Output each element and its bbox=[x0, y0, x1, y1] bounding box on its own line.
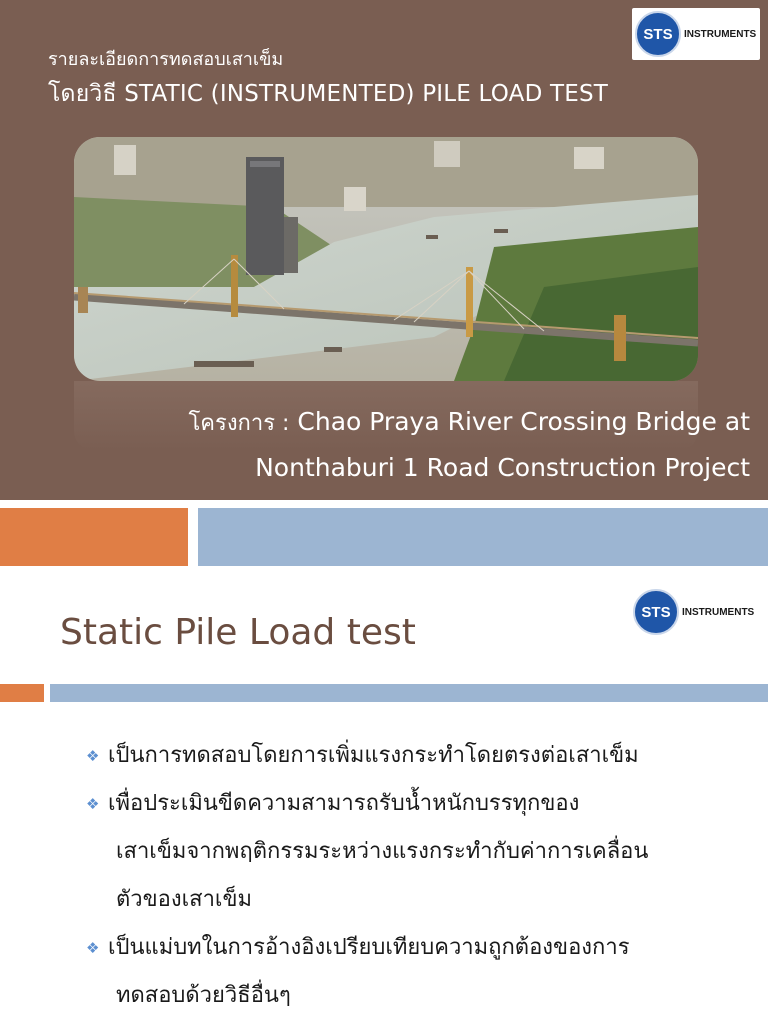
bullet-item bbox=[86, 924, 746, 1020]
bridge-photo bbox=[74, 137, 698, 381]
sts-logo-text: INSTRUMENTS bbox=[682, 606, 755, 618]
bullet-text-continued: ทดสอบด้วยวิธีอื่นๆ bbox=[116, 983, 291, 1008]
bullet-item bbox=[86, 780, 746, 924]
slide-1-project-line-1 bbox=[50, 400, 750, 446]
slide-1-orange-bar bbox=[0, 508, 188, 566]
bullet-text-continued: เสาเข็มจากพฤติกรรมระหว่างแรงกระทำกับค่าการเคลื่อน bbox=[116, 839, 649, 864]
slide-1-project-label: โครงการ : bbox=[188, 411, 290, 436]
slide-1-project bbox=[50, 400, 750, 490]
slide-1-project-name-2: Nonthaburi 1 Road Construction Project bbox=[255, 453, 750, 482]
bullet-text: เพื่อประเมินขีดความสามารถรับน้ำหนักบรรทุกของ bbox=[108, 791, 580, 816]
slide-2-orange-bar bbox=[0, 684, 44, 702]
bullet-text-continued: ตัวของเสาเข็ม bbox=[116, 887, 252, 912]
slide-1-blue-bar bbox=[198, 508, 768, 566]
bridge-photo-image bbox=[74, 137, 698, 381]
slide-1-title: โดยวิธี STATIC (INSTRUMENTED) PILE LOAD TEST bbox=[48, 81, 609, 107]
slide-1-subtitle: รายละเอียดการทดสอบเสาเข็ม bbox=[48, 49, 284, 70]
bullet-item bbox=[86, 732, 746, 780]
slide-1-header-panel bbox=[0, 0, 768, 500]
diamond-bullet-icon: ❖ bbox=[86, 939, 100, 957]
slide-1-project-name-1: Chao Praya River Crossing Bridge at bbox=[297, 407, 750, 436]
sts-logo-icon: STS bbox=[633, 589, 679, 635]
sts-logo-icon: STS bbox=[635, 11, 681, 57]
sts-logo-2 bbox=[630, 584, 764, 640]
bullet-list bbox=[86, 732, 746, 1020]
slide-2-title: Static Pile Load test bbox=[60, 612, 416, 653]
diamond-bullet-icon: ❖ bbox=[86, 795, 100, 813]
bullet-text: เป็นการทดสอบโดยการเพิ่มแรงกระทำโดยตรงต่อเสาเข็ม bbox=[108, 743, 639, 768]
slide-2-blue-bar bbox=[50, 684, 768, 702]
diamond-bullet-icon: ❖ bbox=[86, 747, 100, 765]
sts-logo bbox=[632, 8, 760, 60]
bullet-text: เป็นแม่บทในการอ้างอิงเปรียบเทียบความถูกต้องของการ bbox=[108, 935, 630, 960]
sts-logo-text: INSTRUMENTS bbox=[684, 28, 757, 40]
